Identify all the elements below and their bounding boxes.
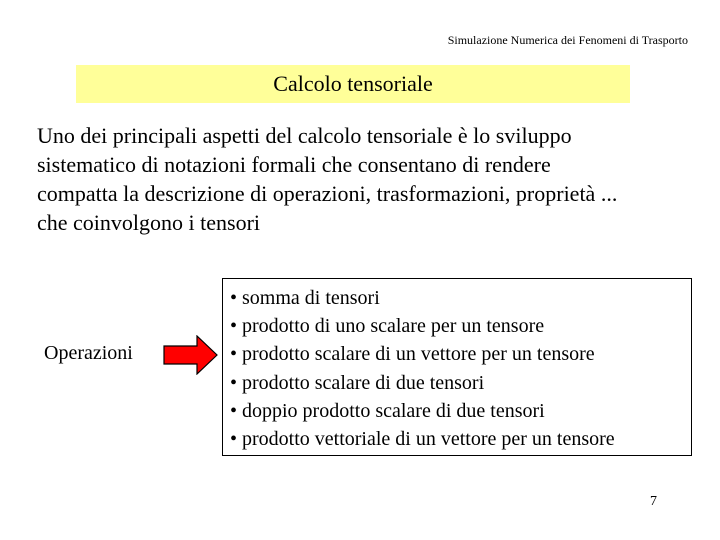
operations-list-box [222, 278, 692, 456]
operation-item: • doppio prodotto scalare di due tensori [230, 399, 545, 422]
intro-paragraph [37, 121, 697, 237]
operation-item: • prodotto scalare di un vettore per un tensore [230, 343, 595, 366]
operation-item: • prodotto vettoriale di un vettore per un tensore [230, 428, 615, 451]
intro-line: compatta la descrizione di operazioni, trasformazioni, proprietà ... [37, 181, 618, 206]
right-arrow-icon [163, 335, 219, 375]
slide-title: Calcolo tensoriale [273, 71, 433, 96]
header-course-title: Simulazione Numerica dei Fenomeni di Trasporto [447, 33, 688, 47]
operation-item: • prodotto di uno scalare per un tensore [230, 315, 545, 338]
title-banner [76, 65, 630, 103]
operation-item: • somma di tensori [230, 287, 380, 309]
operation-item: • prodotto scalare di due tensori [230, 371, 485, 394]
operations-label: Operazioni [44, 342, 133, 364]
intro-line: che coinvolgono i tensori [37, 210, 261, 235]
page-number: 7 [650, 494, 657, 509]
intro-line: sistematico di notazioni formali che consentano di rendere [37, 152, 551, 177]
intro-line: Uno dei principali aspetti del calcolo tensoriale è lo sviluppo [37, 123, 572, 148]
